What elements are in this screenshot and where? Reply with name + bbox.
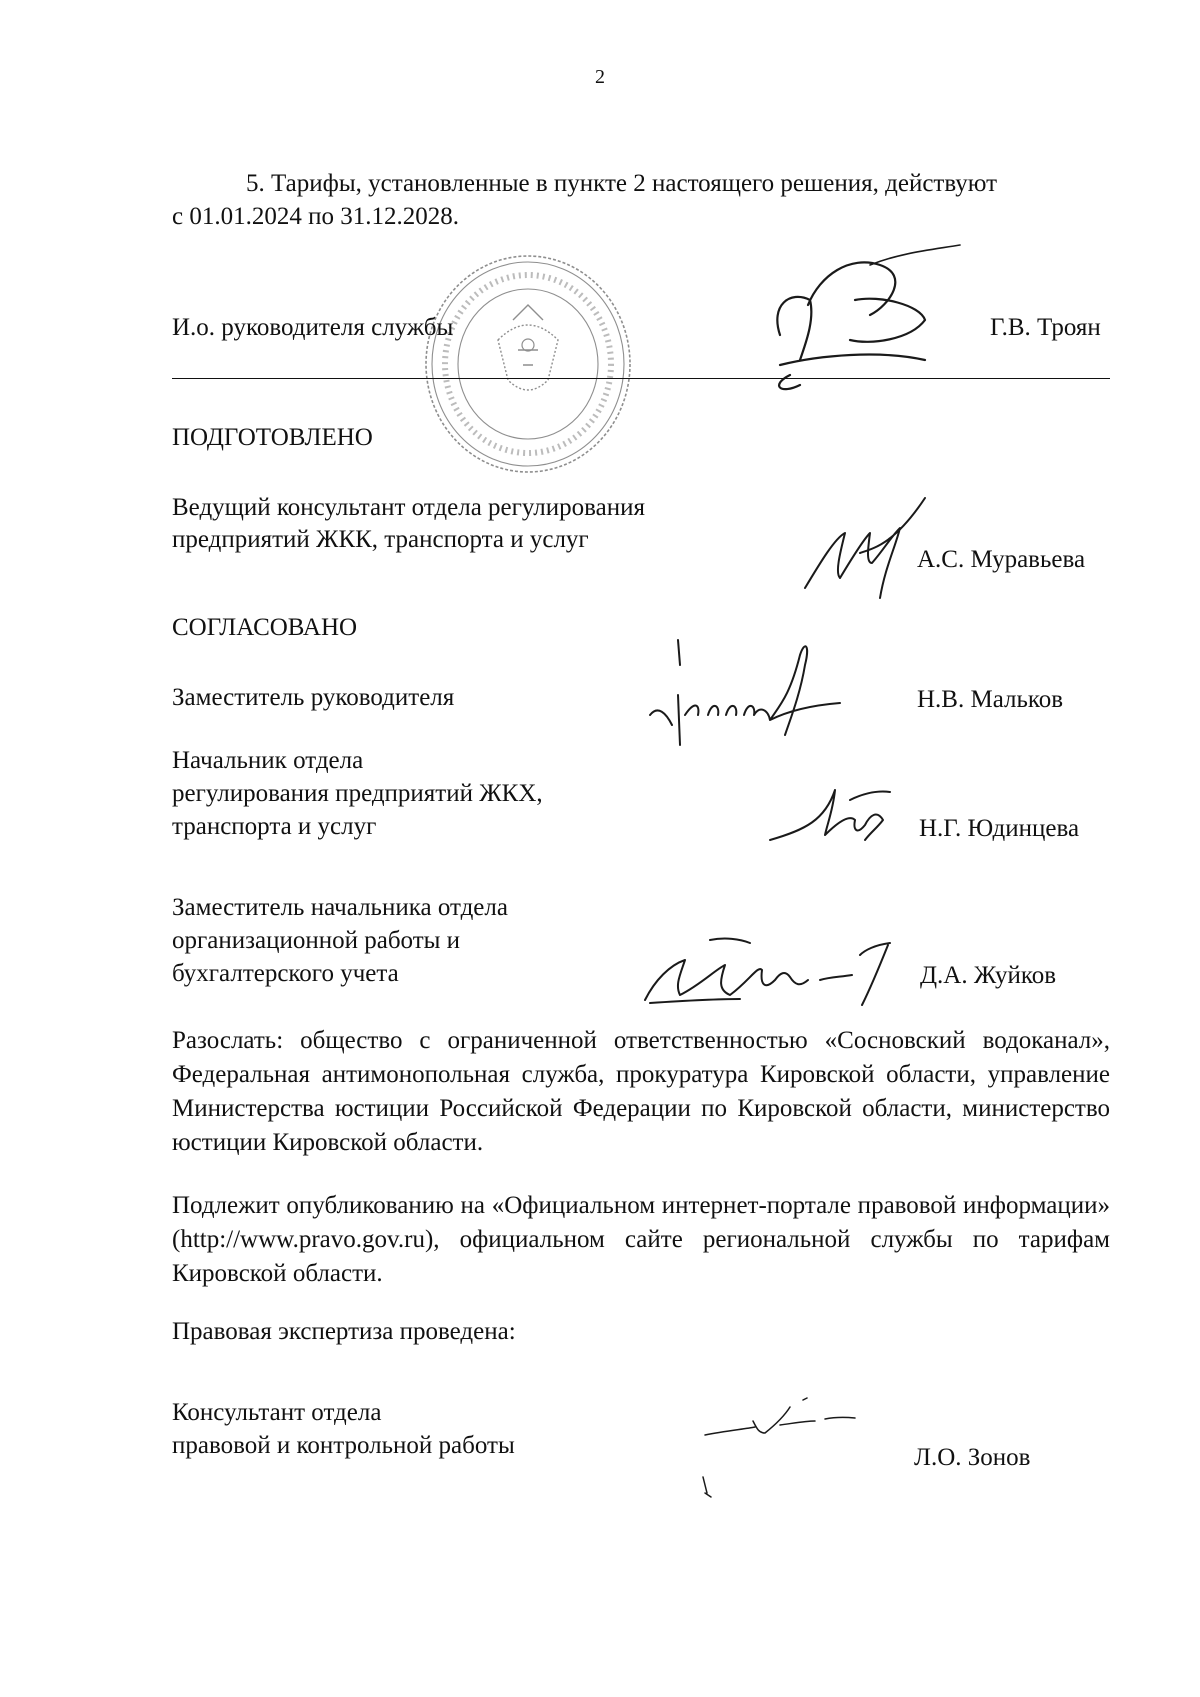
agreed-signer-2-position-line-2: регулирования предприятий ЖКХ, [172, 780, 543, 807]
agreed-signer-2-signature [765, 780, 895, 850]
agreed-signer-3-position-line-2: организационной работы и [172, 927, 461, 954]
agreed-signer-1-position: Заместитель руководителя [172, 684, 455, 711]
agreed-signer-2-name: Н.Г. Юдинцева [919, 815, 1080, 842]
prepared-name: А.С. Муравьева [917, 546, 1086, 573]
agreed-signer-1-signature [640, 635, 860, 760]
agreed-signer-3-name: Д.А. Жуйков [920, 962, 1057, 989]
clause-5-line-1: 5. Тарифы, установленные в пункте 2 настоящего решения, действуют [246, 170, 998, 197]
prepared-signature [800, 493, 930, 603]
head-signature [760, 245, 970, 395]
agreed-signer-3-position-line-1: Заместитель начальника отдела [172, 894, 508, 921]
distribution-list: Разослать: общество с ограниченной ответственностью «Сосновский водоканал», Федеральная антимонопольная служба, прокуратура Кировской области, управление Министерства юстиции Российской Федерации по Кировской области, министерство юстиции Кировской области. [172, 1027, 1110, 1156]
agreed-signer-2-position-line-1: Начальник отдела [172, 747, 364, 774]
signature-divider-line [172, 378, 1110, 379]
clause-5-line-2: с 01.01.2024 по 31.12.2028. [172, 203, 459, 230]
prepared-position-line-2: предприятий ЖКК, транспорта и услуг [172, 526, 589, 553]
head-name: Г.В. Троян [990, 314, 1101, 341]
publication-note: Подлежит опубликованию на «Официальном интернет-портале правовой информации» (http://www.pravo.gov.ru), официальном сайте региональной службы по тарифам Кировской области. [172, 1192, 1110, 1287]
legal-position-line-2: правовой и контрольной работы [172, 1432, 515, 1459]
page-number: 2 [595, 66, 605, 88]
head-position: И.о. руководителя службы [172, 314, 454, 341]
legal-heading: Правовая экспертиза проведена: [172, 1318, 516, 1345]
legal-name: Л.О. Зонов [914, 1444, 1031, 1471]
agreed-signer-3-signature [640, 925, 910, 1010]
agreed-signer-3-position-line-3: бухгалтерского учета [172, 960, 399, 987]
agreed-heading: СОГЛАСОВАНО [172, 614, 358, 641]
legal-signature [695, 1385, 865, 1500]
agreed-signer-2-position-line-3: транспорта и услуг [172, 813, 377, 840]
prepared-heading: ПОДГОТОВЛЕНО [172, 424, 373, 451]
prepared-position-line-1: Ведущий консультант отдела регулирования [172, 494, 645, 521]
official-seal [418, 250, 638, 480]
legal-position-line-1: Консультант отдела [172, 1399, 382, 1426]
agreed-signer-1-name: Н.В. Мальков [917, 686, 1064, 713]
